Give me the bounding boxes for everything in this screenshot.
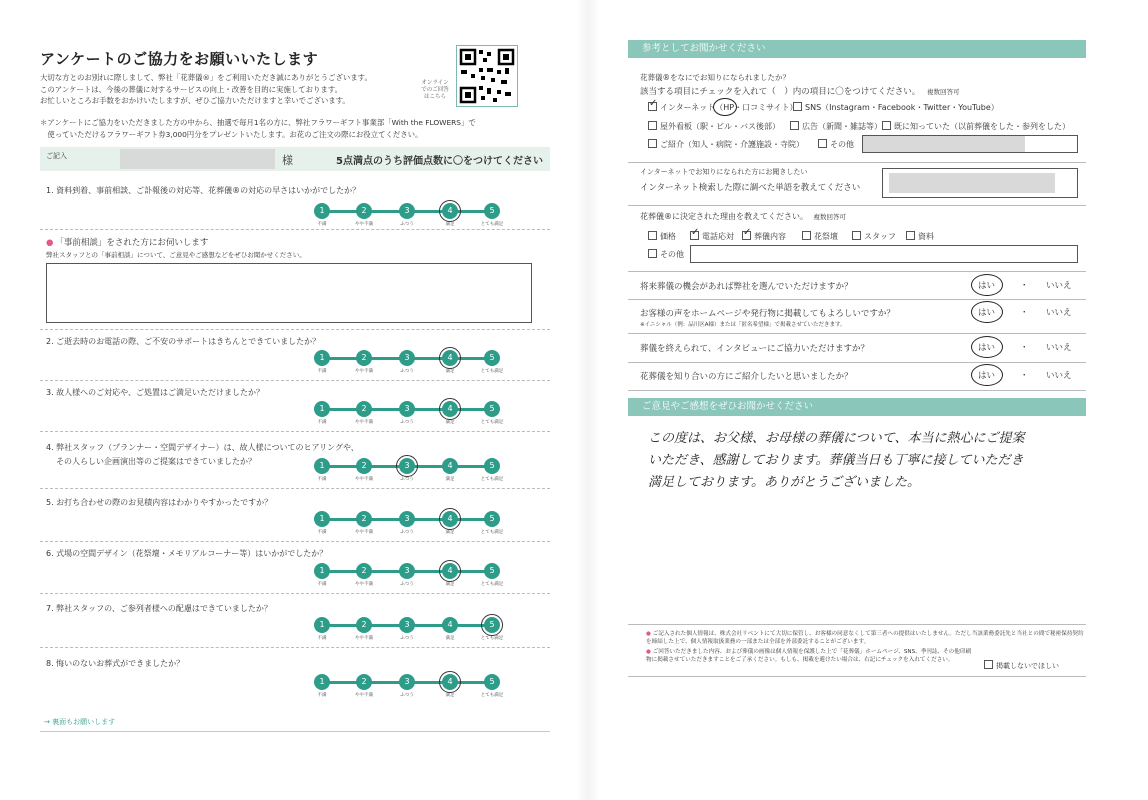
- sama-label: 様: [282, 154, 293, 167]
- rating-option-2[interactable]: 2: [356, 458, 372, 474]
- reason-option[interactable]: [690, 227, 734, 242]
- rating-label: ふつう: [400, 477, 414, 482]
- rating-label: 不満: [317, 222, 327, 227]
- search-question: インターネットでお知りになられた方にお聞きしたい: [640, 168, 808, 176]
- rating-option-4[interactable]: 4: [442, 350, 458, 366]
- rating-label: やや不満: [355, 636, 373, 641]
- name-bar: [40, 147, 550, 171]
- rating-option-1[interactable]: 1: [314, 563, 330, 579]
- divider: [628, 205, 1086, 206]
- rating-option-1[interactable]: 1: [314, 458, 330, 474]
- rating-label: とても満足: [480, 477, 504, 482]
- no-publish-option[interactable]: [984, 660, 1059, 671]
- yes-no-subnote: ※イニシャル（例：品川区A様）または「匿名希望様」で掲載させていただきます。: [640, 322, 846, 328]
- question-line: 3. 故人様へのご対応や、ご処置はご満足いただけましたか？: [46, 388, 265, 397]
- rating-option-1[interactable]: 1: [314, 511, 330, 527]
- name-field[interactable]: [120, 149, 275, 169]
- name-label: ご記入: [46, 152, 67, 160]
- opt-label: 既に知っていた（以前葬儀をした・参列をした）: [894, 122, 1070, 131]
- opt-already-known[interactable]: [882, 121, 1070, 132]
- comment-line: いただき、感謝しております。葬儀当日も丁寧に接していただき: [648, 453, 1024, 468]
- question-divider: [40, 488, 550, 489]
- rating-label: ふつう: [400, 369, 414, 374]
- selected-rating-circle: [439, 347, 461, 369]
- rating-option-3[interactable]: 3: [399, 511, 415, 527]
- search-word-field[interactable]: [882, 168, 1078, 198]
- divider: [628, 299, 1086, 300]
- rating-option-3[interactable]: 3: [399, 203, 415, 219]
- checkbox-icon[interactable]: [852, 231, 861, 240]
- opt-other[interactable]: [818, 139, 854, 150]
- selected-rating-circle: [481, 614, 503, 636]
- rating-label: とても満足: [480, 693, 504, 698]
- rating-option-3[interactable]: 3: [399, 401, 415, 417]
- question-text: [46, 497, 272, 508]
- back-page-link[interactable]: → 裏面もお願いします: [44, 718, 116, 726]
- checkbox-icon[interactable]: ✓: [743, 227, 752, 238]
- question-divider: [40, 541, 550, 542]
- reason-question: [640, 211, 846, 222]
- yes-no-question: お客様の声をホームページや発行物に掲載してもよろしいですか？: [640, 309, 895, 319]
- checkbox-icon[interactable]: [648, 139, 657, 148]
- question-text: [46, 336, 320, 347]
- question-text: [46, 658, 184, 669]
- rating-scale: [314, 563, 504, 589]
- reason-other-field[interactable]: [690, 245, 1078, 263]
- survey-title: アンケートのご協力をお願いいたします: [40, 50, 319, 68]
- rating-label: やや不満: [355, 530, 373, 535]
- rating-option-2[interactable]: 2: [356, 617, 372, 633]
- yes-option[interactable]: はい: [978, 343, 996, 353]
- rating-option-3[interactable]: 3: [399, 458, 415, 474]
- question-divider: [40, 647, 550, 648]
- rating-option-1[interactable]: 1: [314, 401, 330, 417]
- question-line: 5. お打ち合わせの際のお見積内容はわかりやすかったですか？: [46, 498, 273, 507]
- checkbox-icon[interactable]: [793, 102, 802, 111]
- question-line: その人らしい企画演出等のご提案はできていましたか？: [56, 457, 256, 466]
- rating-option-2[interactable]: 2: [356, 674, 372, 690]
- rating-scale: [314, 350, 504, 376]
- question-divider: [40, 329, 550, 330]
- opt-label: SNS（Instagram・Facebook・Twitter・YouTube）: [805, 103, 999, 112]
- opt-referral[interactable]: [648, 139, 804, 150]
- page-fold: [576, 0, 600, 800]
- selected-rating-circle: [439, 508, 461, 530]
- question-text: [46, 387, 264, 398]
- checkbox-icon[interactable]: [802, 231, 811, 240]
- divider: [628, 162, 1086, 163]
- rating-option-5[interactable]: 5: [484, 617, 500, 633]
- reason-option[interactable]: [802, 231, 838, 242]
- yes-no-question: 花葬儀を知り合いの方にご紹介したいと思いましたか？: [640, 372, 853, 382]
- rating-label: とても満足: [480, 582, 504, 587]
- rating-option-5[interactable]: 5: [484, 458, 500, 474]
- rating-option-4[interactable]: 4: [442, 563, 458, 579]
- opt-label: 屋外看板（駅・ビル・バス後部）: [660, 122, 780, 131]
- rating-label: 不満: [317, 530, 327, 535]
- rating-option-2[interactable]: 2: [356, 511, 372, 527]
- yes-no-question: 葬儀を終えられて、インタビューにご協力いただけますか？: [640, 344, 869, 354]
- rating-label: やや不満: [355, 222, 373, 227]
- reason-option[interactable]: [648, 231, 676, 242]
- opt-label: その他: [830, 140, 854, 149]
- question-line: 6. 式場の空間デザイン（花祭壇・メモリアルコーナー等）はいかがでしたか？: [46, 549, 328, 558]
- footer-divider: [40, 731, 550, 732]
- rating-option-1[interactable]: 1: [314, 617, 330, 633]
- search-question-sub: インターネット検索した際に調べた単語を教えてください: [640, 183, 861, 193]
- rating-label: 不満: [317, 582, 327, 587]
- separator-dot: ・: [1020, 343, 1029, 353]
- reference-header: 参考としてお聞かせください: [628, 40, 1086, 58]
- privacy-note: ● ご記入された個人情報は、株式会社リベントにて大切に保管し、お客様の同意なくして第三者への提供はいたしません。ただし当該業務委託先と当社との間で秘密保持契約を締結した上で、個人情報取扱業務の一部または全部を外部委託することがございます。: [646, 631, 1084, 645]
- selected-rating-circle: [439, 200, 461, 222]
- redacted-block: [889, 173, 1055, 193]
- rating-label: ふつう: [400, 530, 414, 535]
- divider: [628, 271, 1086, 272]
- rating-label: やや不満: [355, 420, 373, 425]
- divider: [628, 390, 1086, 391]
- rating-option-2[interactable]: 2: [356, 401, 372, 417]
- opt-label: その他: [660, 250, 684, 259]
- rating-option-4[interactable]: 4: [442, 674, 458, 690]
- how-other-field[interactable]: [862, 135, 1078, 153]
- question-line: 1. 資料到着、事前相談、ご訃報後の対応等、花葬儀®の対応の早さはいかがでしたか？: [46, 186, 361, 195]
- rating-label: 不満: [317, 636, 327, 641]
- no-publish-label: 掲載しないでほしい: [996, 662, 1059, 670]
- checkbox-icon[interactable]: ✓: [649, 98, 658, 109]
- opt-sns[interactable]: [793, 102, 999, 113]
- consult-subtitle: 弊社スタッフとの「事前相談」について、ご意見やご感想などをぜひお聞かせください。: [46, 251, 306, 259]
- redacted-block: [863, 136, 1025, 152]
- handwritten-comment: [648, 428, 1088, 494]
- qr-code-icon[interactable]: [456, 45, 518, 107]
- rating-label: ふつう: [400, 420, 414, 425]
- rating-scale: [314, 511, 504, 537]
- opt-label: ご紹介（知人・病院・介護施設・寺院）: [660, 140, 804, 149]
- publication-note: ● ご回答いただきました内容、および葬儀の画像は個人情報を保護した上で「花葬儀」ホームページ、SNS、季刊誌、その他印刷物に掲載させていただきますことをご了承ください。もしも、掲載を避けたい場合は、右記にチェックを入れてください。: [646, 649, 972, 663]
- no-option[interactable]: いいえ: [1046, 308, 1072, 318]
- question-text: [46, 603, 272, 614]
- rating-option-4[interactable]: 4: [442, 511, 458, 527]
- rating-label: 満足: [445, 693, 455, 698]
- consult-title: ● 「事前相談」をされた方にお伺いします: [46, 236, 208, 248]
- checkbox-icon[interactable]: [648, 249, 657, 258]
- rating-option-2[interactable]: 2: [356, 350, 372, 366]
- checkbox-icon[interactable]: [882, 121, 891, 130]
- rating-label: 満足: [445, 477, 455, 482]
- rating-label: 満足: [445, 369, 455, 374]
- opt-ad[interactable]: [790, 121, 882, 132]
- rating-option-1[interactable]: 1: [314, 350, 330, 366]
- qr-label: オンラインでのご回答はこちら: [421, 80, 449, 100]
- rating-scale: [314, 401, 504, 427]
- selected-rating-circle: [439, 671, 461, 693]
- opt-billboard[interactable]: [648, 121, 780, 132]
- divider: [628, 624, 1086, 625]
- rating-option-3[interactable]: 3: [399, 617, 415, 633]
- question-text: [46, 185, 360, 196]
- reason-option[interactable]: [742, 227, 786, 242]
- selected-yes-circle: [971, 364, 1003, 386]
- comment-line: 満足しております。ありがとうございました。: [648, 475, 920, 490]
- reason-label: 価格: [660, 232, 676, 241]
- rating-label: 不満: [317, 477, 327, 482]
- intro-line: このアンケートは、今後の葬儀に対するサービスの向上・改善を目的に実施しております。: [40, 84, 342, 94]
- reason-option[interactable]: [906, 231, 934, 242]
- selected-yes-circle: [971, 336, 1003, 358]
- rating-label: ふつう: [400, 636, 414, 641]
- rating-scale: [314, 674, 504, 700]
- no-option[interactable]: いいえ: [1046, 281, 1072, 291]
- reason-label: 花祭壇: [814, 232, 838, 241]
- question-line: 2. ご逝去時のお電話の際、ご不安のサポートはきちんとできていましたか？: [46, 337, 321, 346]
- intro-line: 大切な方とのお別れに際しまして、弊社「花葬儀®」をご利用いただき誠にありがとうございます。: [40, 73, 372, 82]
- intro-line: お忙しいところお手数をおかけいたしますが、ぜひご協力いただけますと幸いでございます。: [40, 96, 350, 105]
- yes-no-question: 将来葬儀の機会があれば弊社を選んでいただけますか？: [640, 282, 853, 292]
- hp-circle-mark: [713, 98, 737, 116]
- separator-dot: ・: [1020, 281, 1029, 291]
- rating-label: 不満: [317, 693, 327, 698]
- rating-option-5[interactable]: 5: [484, 401, 500, 417]
- rating-label: とても満足: [480, 420, 504, 425]
- divider: [628, 676, 1086, 677]
- rating-label: やや不満: [355, 369, 373, 374]
- divider: [628, 333, 1086, 334]
- reason-label: 資料: [918, 232, 934, 241]
- rating-label: とても満足: [480, 636, 504, 641]
- selected-rating-circle: [396, 455, 418, 477]
- divider: [628, 362, 1086, 363]
- rating-instruction: 5点満点のうち評価点数に〇をつけてください: [336, 156, 543, 167]
- rating-label: ふつう: [400, 582, 414, 587]
- consult-comment-field[interactable]: [46, 263, 532, 323]
- separator-dot: ・: [1020, 308, 1029, 318]
- rating-option-4[interactable]: 4: [442, 401, 458, 417]
- rating-scale: [314, 458, 504, 484]
- reason-option[interactable]: [852, 231, 896, 242]
- question-divider: [40, 229, 550, 230]
- question-text: [46, 548, 327, 559]
- rating-label: 満足: [445, 420, 455, 425]
- yes-option[interactable]: はい: [978, 281, 996, 291]
- selected-rating-circle: [439, 560, 461, 582]
- selected-yes-circle: [971, 274, 1003, 296]
- rating-option-3[interactable]: 3: [399, 350, 415, 366]
- reason-label: 葬儀内容: [754, 232, 786, 241]
- rating-option-5[interactable]: 5: [484, 563, 500, 579]
- rating-option-2[interactable]: 2: [356, 203, 372, 219]
- rating-label: とても満足: [480, 530, 504, 535]
- reason-label: 電話応対: [702, 232, 734, 241]
- reason-other[interactable]: [648, 249, 684, 260]
- rating-label: 満足: [445, 636, 455, 641]
- rating-label: ふつう: [400, 222, 414, 227]
- comment-line: この度は、お父様、お母様の葬儀について、本当に熱心にご提案: [648, 431, 1025, 446]
- privacy-text: ご記入された個人情報は、株式会社リベントにて大切に保管し、お客様の同意なくして第三者への提供はいたしません。ただし当該業務委託先と当社との間で秘密保持契約を締結した上で、個人情報取扱業務の一部または全部を外部委託することがございます。: [646, 631, 1084, 645]
- rating-label: やや不満: [355, 582, 373, 587]
- question-line: 4. 弊社スタッフ（プランナー・空間デザイナー）は、故人様についてのヒアリングや、: [46, 443, 359, 452]
- rating-label: 不満: [317, 369, 327, 374]
- no-option[interactable]: いいえ: [1046, 371, 1072, 381]
- yes-option[interactable]: はい: [978, 308, 996, 318]
- how-known-question: 花葬儀®をなにでお知りになられましたか？: [640, 73, 790, 82]
- rating-option-4[interactable]: 4: [442, 617, 458, 633]
- rating-label: とても満足: [480, 369, 504, 374]
- checkbox-icon[interactable]: [648, 231, 657, 240]
- note-line: 使っていただけるフラワーギフト券3,000円分をプレゼントいたします。お花のご注文の際にお役立てください。: [40, 129, 423, 139]
- rating-option-5[interactable]: 5: [484, 674, 500, 690]
- checkbox-icon[interactable]: [790, 121, 799, 130]
- rating-label: 満足: [445, 530, 455, 535]
- question-line: 7. 弊社スタッフの、ご参列者様への配慮はできていましたか？: [46, 604, 272, 613]
- rating-label: とても満足: [480, 222, 504, 227]
- multi-answer-label: 複数回答可: [813, 213, 847, 221]
- separator-dot: ・: [1020, 371, 1029, 381]
- rating-option-2[interactable]: 2: [356, 563, 372, 579]
- reason-question-text: 花葬儀®に決定された理由を教えてください。: [640, 212, 808, 221]
- rating-label: 満足: [445, 582, 455, 587]
- rating-label: やや不満: [355, 477, 373, 482]
- rating-scale: [314, 617, 504, 643]
- rating-option-1[interactable]: 1: [314, 674, 330, 690]
- question-divider: [40, 593, 550, 594]
- selected-yes-circle: [971, 301, 1003, 323]
- checkbox-icon[interactable]: [818, 139, 827, 148]
- selected-rating-circle: [439, 398, 461, 420]
- opt-label: インターネット（HP・口コミサイト）: [660, 103, 798, 112]
- rating-option-5[interactable]: 5: [484, 203, 500, 219]
- note-line: ＊アンケートにご協力をいただきました方の中から、抽選で毎月1名の方に、弊社フラワーギフト事業部「With the FLOWERS」で: [40, 118, 476, 127]
- rating-option-4[interactable]: 4: [442, 458, 458, 474]
- checkbox-icon[interactable]: [648, 121, 657, 130]
- question-divider: [40, 431, 550, 432]
- publication-text: ご回答いただきました内容、および葬儀の画像は個人情報を保護した上で「花葬儀」ホームページ、SNS、季刊誌、その他印刷物に掲載させていただきますことをご了承ください。もしも、掲載を避けたい場合は、右記にチェックを入れてください。: [646, 649, 972, 663]
- checkbox-icon[interactable]: [906, 231, 915, 240]
- rating-label: ふつう: [400, 693, 414, 698]
- rating-scale: [314, 203, 504, 229]
- rating-option-4[interactable]: 4: [442, 203, 458, 219]
- rating-option-3[interactable]: 3: [399, 674, 415, 690]
- multi-answer-label: 複数回答可: [926, 88, 960, 96]
- question-line: 8. 悔いのないお葬式ができましたか？: [46, 659, 185, 668]
- how-known-sub: [640, 85, 959, 97]
- checkbox-icon[interactable]: [984, 660, 993, 669]
- question-divider: [40, 380, 550, 381]
- no-option[interactable]: いいえ: [1046, 343, 1072, 353]
- rating-option-1[interactable]: 1: [314, 203, 330, 219]
- yes-option[interactable]: はい: [978, 371, 996, 381]
- rating-option-3[interactable]: 3: [399, 563, 415, 579]
- comment-header: ご意見やご感想をぜひお聞かせください: [628, 398, 1086, 416]
- how-known-sub-text: 該当する項目にチェックを入れて（ ）内の項目に〇をつけてください。: [640, 87, 921, 97]
- reason-label: スタッフ: [864, 232, 896, 241]
- checkbox-icon[interactable]: ✓: [691, 227, 700, 238]
- opt-label: 広告（新聞・雑誌等）: [802, 122, 882, 131]
- question-text: [46, 442, 359, 467]
- present-note: [40, 117, 520, 140]
- rating-option-5[interactable]: 5: [484, 350, 500, 366]
- rating-label: 満足: [445, 222, 455, 227]
- rating-option-5[interactable]: 5: [484, 511, 500, 527]
- rating-label: 不満: [317, 420, 327, 425]
- rating-label: やや不満: [355, 693, 373, 698]
- intro-text: [40, 72, 400, 107]
